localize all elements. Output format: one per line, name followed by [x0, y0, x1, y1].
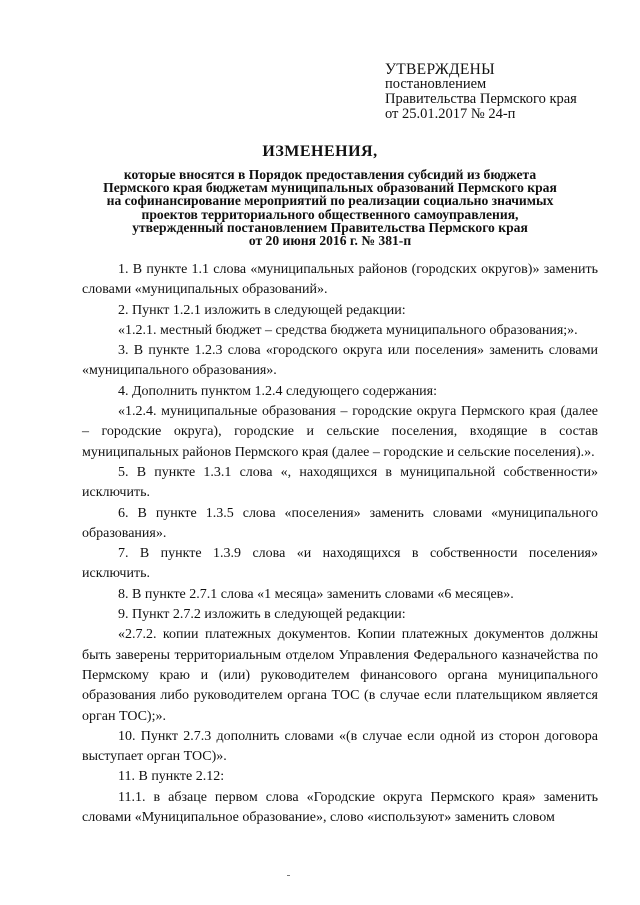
paragraph: 9. Пункт 2.7.2 изложить в следующей редакции: — [118, 607, 406, 623]
subtitle-line: проектов территориального общественного самоуправления, — [141, 206, 519, 222]
paragraph: 1. В пункте 1.1 слова «муниципальных районов (городских округов)» заменить словами «муниципальных образований». — [82, 262, 598, 298]
document-body — [82, 260, 598, 828]
approval-line: Правительства Пермского края — [385, 91, 577, 107]
approval-line: от 25.01.2017 № 24-п — [385, 106, 516, 122]
document-subtitle — [80, 168, 580, 247]
paragraph: 6. В пункте 1.3.5 слова «поселения» заменить словами «муниципального образования». — [82, 505, 598, 541]
paragraph: 10. Пункт 2.7.3 дополнить словами «(в случае если одной из сторон договора выступает орган ТОС)». — [82, 728, 598, 765]
paragraph: «1.2.1. местный бюджет – средства бюджета муниципального образования;». — [118, 322, 578, 338]
paragraph: «1.2.4. муниципальные образования – городские округа Пермского края (далее – городские округа), городские и сельские поселения, входящие в состав муниципальных районов Пермского края (далее – городские и сельские поселения).». — [82, 404, 598, 460]
paragraph: 11.1. в абзаце первом слова «Городские округа Пермского края» заменить словами «Муниципальное образование», слово «используют» заменить словом — [82, 789, 598, 826]
paragraph: «2.7.2. копии платежных документов. Копии платежных документов должны быть заверены территориальным отделом Управления Федерального казначейства по Пермскому краю и (или) руководителем финансового органа муниципального образования либо руководителем органа ТОС (в случае если плательщиком является орган ТОС);». — [82, 627, 598, 724]
paragraph: 8. В пункте 2.7.1 слова «1 месяца» заменить словами «6 месяцев». — [118, 586, 514, 602]
approval-heading: УТВЕРЖДЕНЫ — [385, 61, 495, 78]
approval-stamp — [385, 62, 577, 122]
subtitle-line: Пермского края бюджетам муниципальных образований Пермского края — [103, 180, 557, 196]
paragraph: 2. Пункт 1.2.1 изложить в следующей редакции: — [118, 302, 406, 318]
subtitle-line: на софинансирование мероприятий по реализации социально значимых — [106, 193, 554, 209]
subtitle-line: утвержденный постановлением Правительства Пермского края — [132, 219, 528, 235]
paragraph: 5. В пункте 1.3.1 слова «, находящихся в муниципальной собственности» исключить. — [82, 464, 598, 501]
paragraph: 4. Дополнить пунктом 1.2.4 следующего содержания: — [118, 383, 438, 399]
approval-line: постановлением — [385, 76, 487, 92]
paragraph: 11. В пункте 2.12: — [118, 769, 225, 785]
subtitle-line: от 20 июня 2016 г. № 381-п — [248, 233, 412, 249]
paragraph: 3. В пункте 1.2.3 слова «городского округа или поселения» заменить словами «муниципального образования». — [82, 343, 598, 379]
document-title: ИЗМЕНЕНИЯ, — [262, 143, 378, 160]
scan-speck — [287, 875, 290, 876]
paragraph: 7. В пункте 1.3.9 слова «и находящихся в собственности поселения» исключить. — [82, 546, 598, 582]
subtitle-line: которые вносятся в Порядок предоставления субсидий из бюджета — [123, 167, 537, 182]
